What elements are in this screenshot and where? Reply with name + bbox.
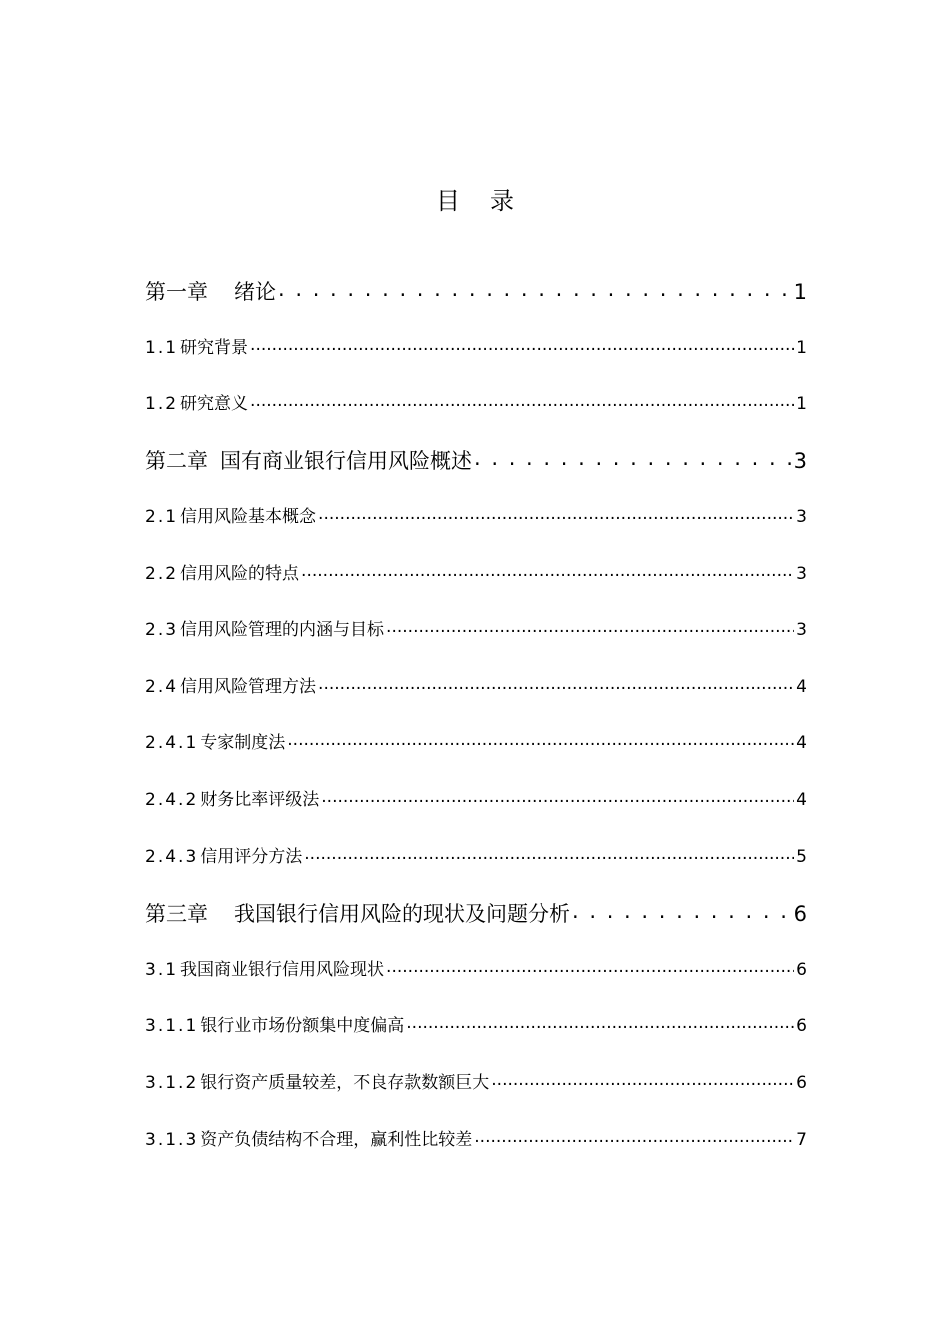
toc-entry-2-1[interactable]: [145, 502, 807, 532]
toc-entry-page: 1: [793, 280, 807, 304]
toc-entry-label: 第一章: [145, 280, 208, 304]
toc-dot-leader: [318, 675, 794, 692]
toc-dot-leader: [572, 900, 792, 921]
toc-dot-leader: [318, 505, 794, 522]
toc-entry-label: 1.2: [145, 394, 179, 414]
toc-entry-label: 2.4.2: [145, 790, 199, 810]
toc-entry-title: 信用评分方法: [200, 847, 303, 867]
toc-entry-page: 7: [796, 1130, 807, 1150]
toc-entry-label: 3.1.2: [145, 1073, 199, 1093]
toc-entry-title: 银行业市场份额集中度偏高: [200, 1016, 405, 1036]
toc-entry-label: 2.4.1: [145, 733, 199, 753]
toc-entry-title: 信用风险基本概念: [180, 507, 317, 527]
toc-entry-title: 信用风险管理方法: [180, 677, 317, 697]
toc-entry-title: 我国银行信用风险的现状及问题分析: [234, 902, 570, 926]
toc-dot-leader: [304, 845, 794, 862]
toc-entry-label: 3.1: [145, 960, 179, 980]
toc-entry-label: 2.2: [145, 564, 179, 584]
toc-entry-page: 3: [796, 507, 807, 527]
toc-title: 目录: [436, 187, 544, 215]
toc-entry-label: 2.1: [145, 507, 179, 527]
toc-entry-label: 3.1.3: [145, 1130, 199, 1150]
toc-entry-label: 1.1: [145, 338, 179, 358]
toc-entry-page: 3: [796, 620, 807, 640]
toc-entry-2-3[interactable]: [145, 615, 807, 645]
toc-entry-label: 2.4: [145, 677, 179, 697]
toc-entry-1-2[interactable]: [145, 389, 807, 419]
toc-entry-page: 5: [796, 847, 807, 867]
toc-entry-title: 研究意义: [180, 394, 249, 414]
toc-entry-title: 信用风险管理的内涵与目标: [180, 620, 385, 640]
toc-entry-title: 专家制度法: [200, 733, 286, 753]
toc-entry-title: 研究背景: [180, 338, 249, 358]
toc-entry-title: 绪论: [234, 280, 276, 304]
toc-entry-3-1[interactable]: [145, 955, 807, 985]
toc-entry-title: 资产负债结构不合理，赢利性比较差: [200, 1130, 473, 1150]
toc-entry-title: 我国商业银行信用风险现状: [180, 960, 385, 980]
toc-entry-label: 2.3: [145, 620, 179, 640]
toc-entry-chapter-3[interactable]: [145, 898, 807, 928]
toc-entry-label: 3.1.1: [145, 1016, 199, 1036]
toc-entry-page: 1: [796, 394, 807, 414]
toc-entry-1-1[interactable]: [145, 333, 807, 363]
toc-entry-page: 3: [793, 449, 807, 473]
toc-dot-leader: [250, 392, 794, 409]
toc-entry-3-1-3[interactable]: [145, 1125, 807, 1155]
toc-entry-title: 银行资产质量较差，不良存款数额巨大: [200, 1073, 490, 1093]
toc-entry-page: 1: [796, 338, 807, 358]
toc-entry-3-1-2[interactable]: [145, 1068, 807, 1098]
toc-dot-leader: [491, 1071, 794, 1088]
toc-entry-title: 信用风险的特点: [180, 564, 300, 584]
toc-entry-chapter-1[interactable]: [145, 276, 807, 306]
toc-entry-page: 6: [796, 960, 807, 980]
toc-entry-title: 国有商业银行信用风险概述: [220, 449, 472, 473]
toc-entry-2-4[interactable]: [145, 672, 807, 702]
toc-entry-2-4-2[interactable]: [145, 785, 807, 815]
toc-dot-leader: [301, 562, 794, 579]
toc-dot-leader: [386, 618, 794, 635]
toc-dot-leader: [474, 1128, 794, 1145]
toc-entry-label: 第二章: [145, 449, 208, 473]
toc-entry-2-4-3[interactable]: [145, 842, 807, 872]
toc-dot-leader: [406, 1014, 794, 1031]
toc-dot-leader: [386, 958, 794, 975]
toc-dot-leader: [250, 336, 794, 353]
toc-entry-page: 4: [796, 733, 807, 753]
toc-entry-2-2[interactable]: [145, 559, 807, 589]
toc-entry-page: 3: [796, 564, 807, 584]
toc-entry-2-4-1[interactable]: [145, 728, 807, 758]
toc-entry-label: 2.4.3: [145, 847, 199, 867]
toc-entry-label: 第三章: [145, 902, 208, 926]
toc-entry-page: 4: [796, 790, 807, 810]
toc-entry-page: 6: [796, 1016, 807, 1036]
toc-entry-page: 6: [796, 1073, 807, 1093]
toc-dot-leader: [287, 731, 794, 748]
toc-dot-leader: [321, 788, 794, 805]
toc-entry-chapter-2[interactable]: [145, 445, 807, 475]
toc-entry-title: 财务比率评级法: [200, 790, 320, 810]
toc-entry-page: 6: [793, 902, 807, 926]
toc-dot-leader: [474, 447, 792, 468]
toc-dot-leader: [278, 278, 792, 299]
toc-entry-3-1-1[interactable]: [145, 1011, 807, 1041]
toc-entry-page: 4: [796, 677, 807, 697]
